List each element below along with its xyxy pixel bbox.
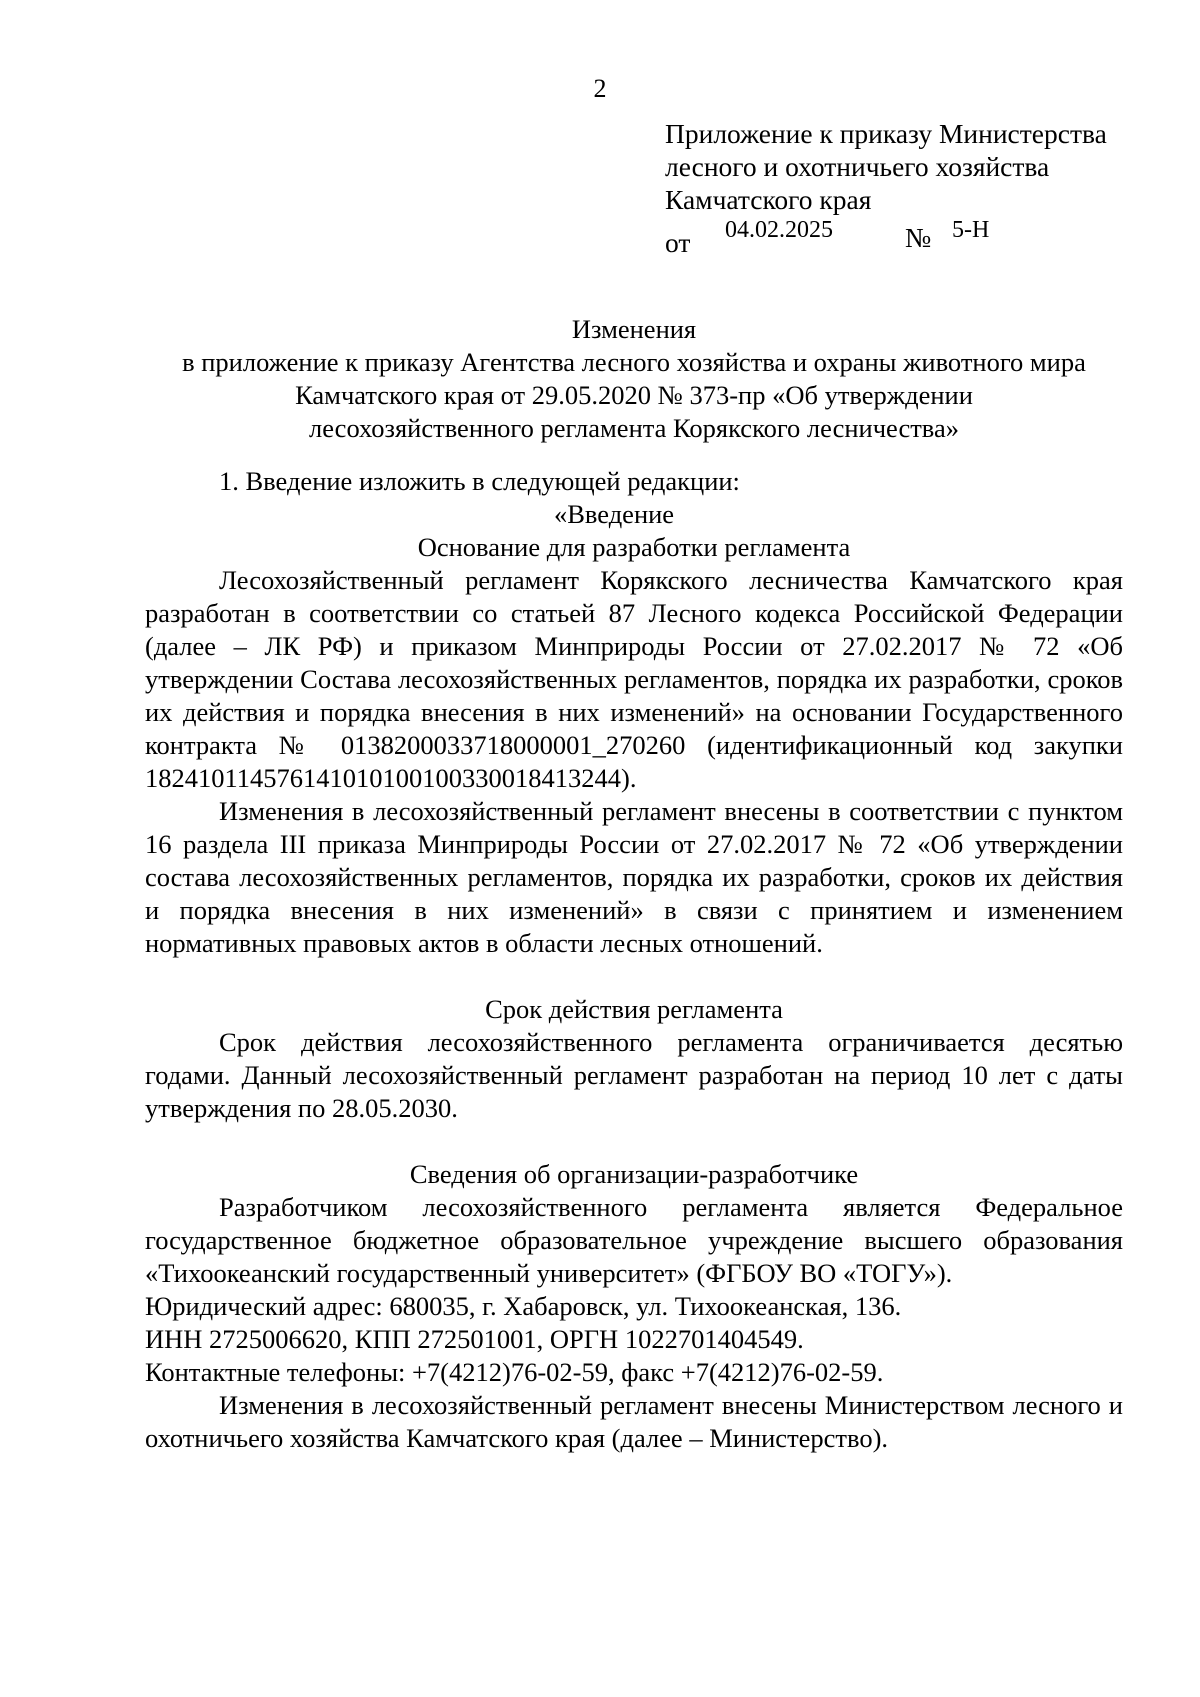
section-developer-paragraph-2: Изменения в лесохозяйственный регламент внесены Министерством лесного и охотничьего хозяйства Камчатского края (далее – Министерство). <box>145 1390 1123 1453</box>
developer-phones: Контактные телефоны: +7(4212)76-02-59, факс +7(4212)76-02-59. <box>145 1357 884 1387</box>
section-heading-term: Срок действия регламента <box>485 994 783 1024</box>
title-line-1: Изменения <box>571 314 697 344</box>
page-number: 2 <box>593 74 607 103</box>
spacer <box>145 960 1123 993</box>
section-basis-paragraph-2: Изменения в лесохозяйственный регламент внесены в соответствии с пунктом 16 раздела III приказа Минприроды России от 27.02.2017 № 72 «Об утверждении состава лесохозяйственных регламентов, порядка их разработки, сроков их действия и порядка внесения в них изменений» в связи с принятием и изменением нормативных правовых актов в области лесных отношений. <box>145 796 1123 958</box>
order-reference <box>665 214 1135 258</box>
title-line-4: лесохозяйственного регламента Корякского лесничества» <box>309 413 959 443</box>
section-term-paragraph: Срок действия лесохозяйственного регламента ограничивается десятью годами. Данный лесохозяйственный регламент разработан на период 10 лет с даты утверждения по 28.05.2030. <box>145 1027 1123 1123</box>
order-date: 04.02.2025 <box>725 217 833 243</box>
appendix-line-2: лесного и охотничьего хозяйства <box>665 151 1050 182</box>
section-heading-developer: Сведения об организации-разработчике <box>409 1159 859 1189</box>
document-body <box>145 313 1123 1455</box>
order-from-label: от <box>665 227 691 258</box>
order-number: 5-Н <box>952 217 990 243</box>
item-1: 1. Введение изложить в следующей редакции: <box>219 466 740 496</box>
section-heading-basis: Основание для разработки регламента <box>417 532 851 562</box>
appendix-block <box>665 117 1135 258</box>
intro-heading: «Введение <box>554 499 675 529</box>
section-developer-paragraph-1: Разработчиком лесохозяйственного регламента является Федеральное государственное бюджетное образовательное учреждение высшего образования «Тихоокеанский государственный университет» (ФГБОУ ВО «ТОГУ»). <box>145 1192 1123 1288</box>
appendix-line-1: Приложение к приказу Министерства <box>665 118 1107 149</box>
spacer <box>145 1125 1123 1158</box>
appendix-line-3: Камчатского края <box>665 184 872 215</box>
order-number-sign: № <box>905 222 932 253</box>
developer-ids: ИНН 2725006620, КПП 272501001, ОРГН 1022701404549. <box>145 1324 804 1354</box>
section-basis-paragraph-1: Лесохозяйственный регламент Корякского лесничества Камчатского края разработан в соответствии со статьей 87 Лесного кодекса Российской Федерации (далее – ЛК РФ) и приказом Минприроды России от 27.02.2017 № 72 «Об утверждении Состава лесохозяйственных регламентов, порядка их разработки, сроков их действия и порядка внесения в них изменений» на основании Государственного контракта № 0138200033718000001_270260 (идентификационный код закупки 182410114576141010100100330018413244). <box>145 565 1123 793</box>
document-title <box>145 313 1123 445</box>
title-line-2: в приложение к приказу Агентства лесного хозяйства и охраны животного мира <box>182 347 1086 377</box>
title-line-3: Камчатского края от 29.05.2020 № 373-пр «Об утверждении <box>295 380 973 410</box>
developer-address: Юридический адрес: 680035, г. Хабаровск, ул. Тихоокеанская, 136. <box>145 1291 902 1321</box>
